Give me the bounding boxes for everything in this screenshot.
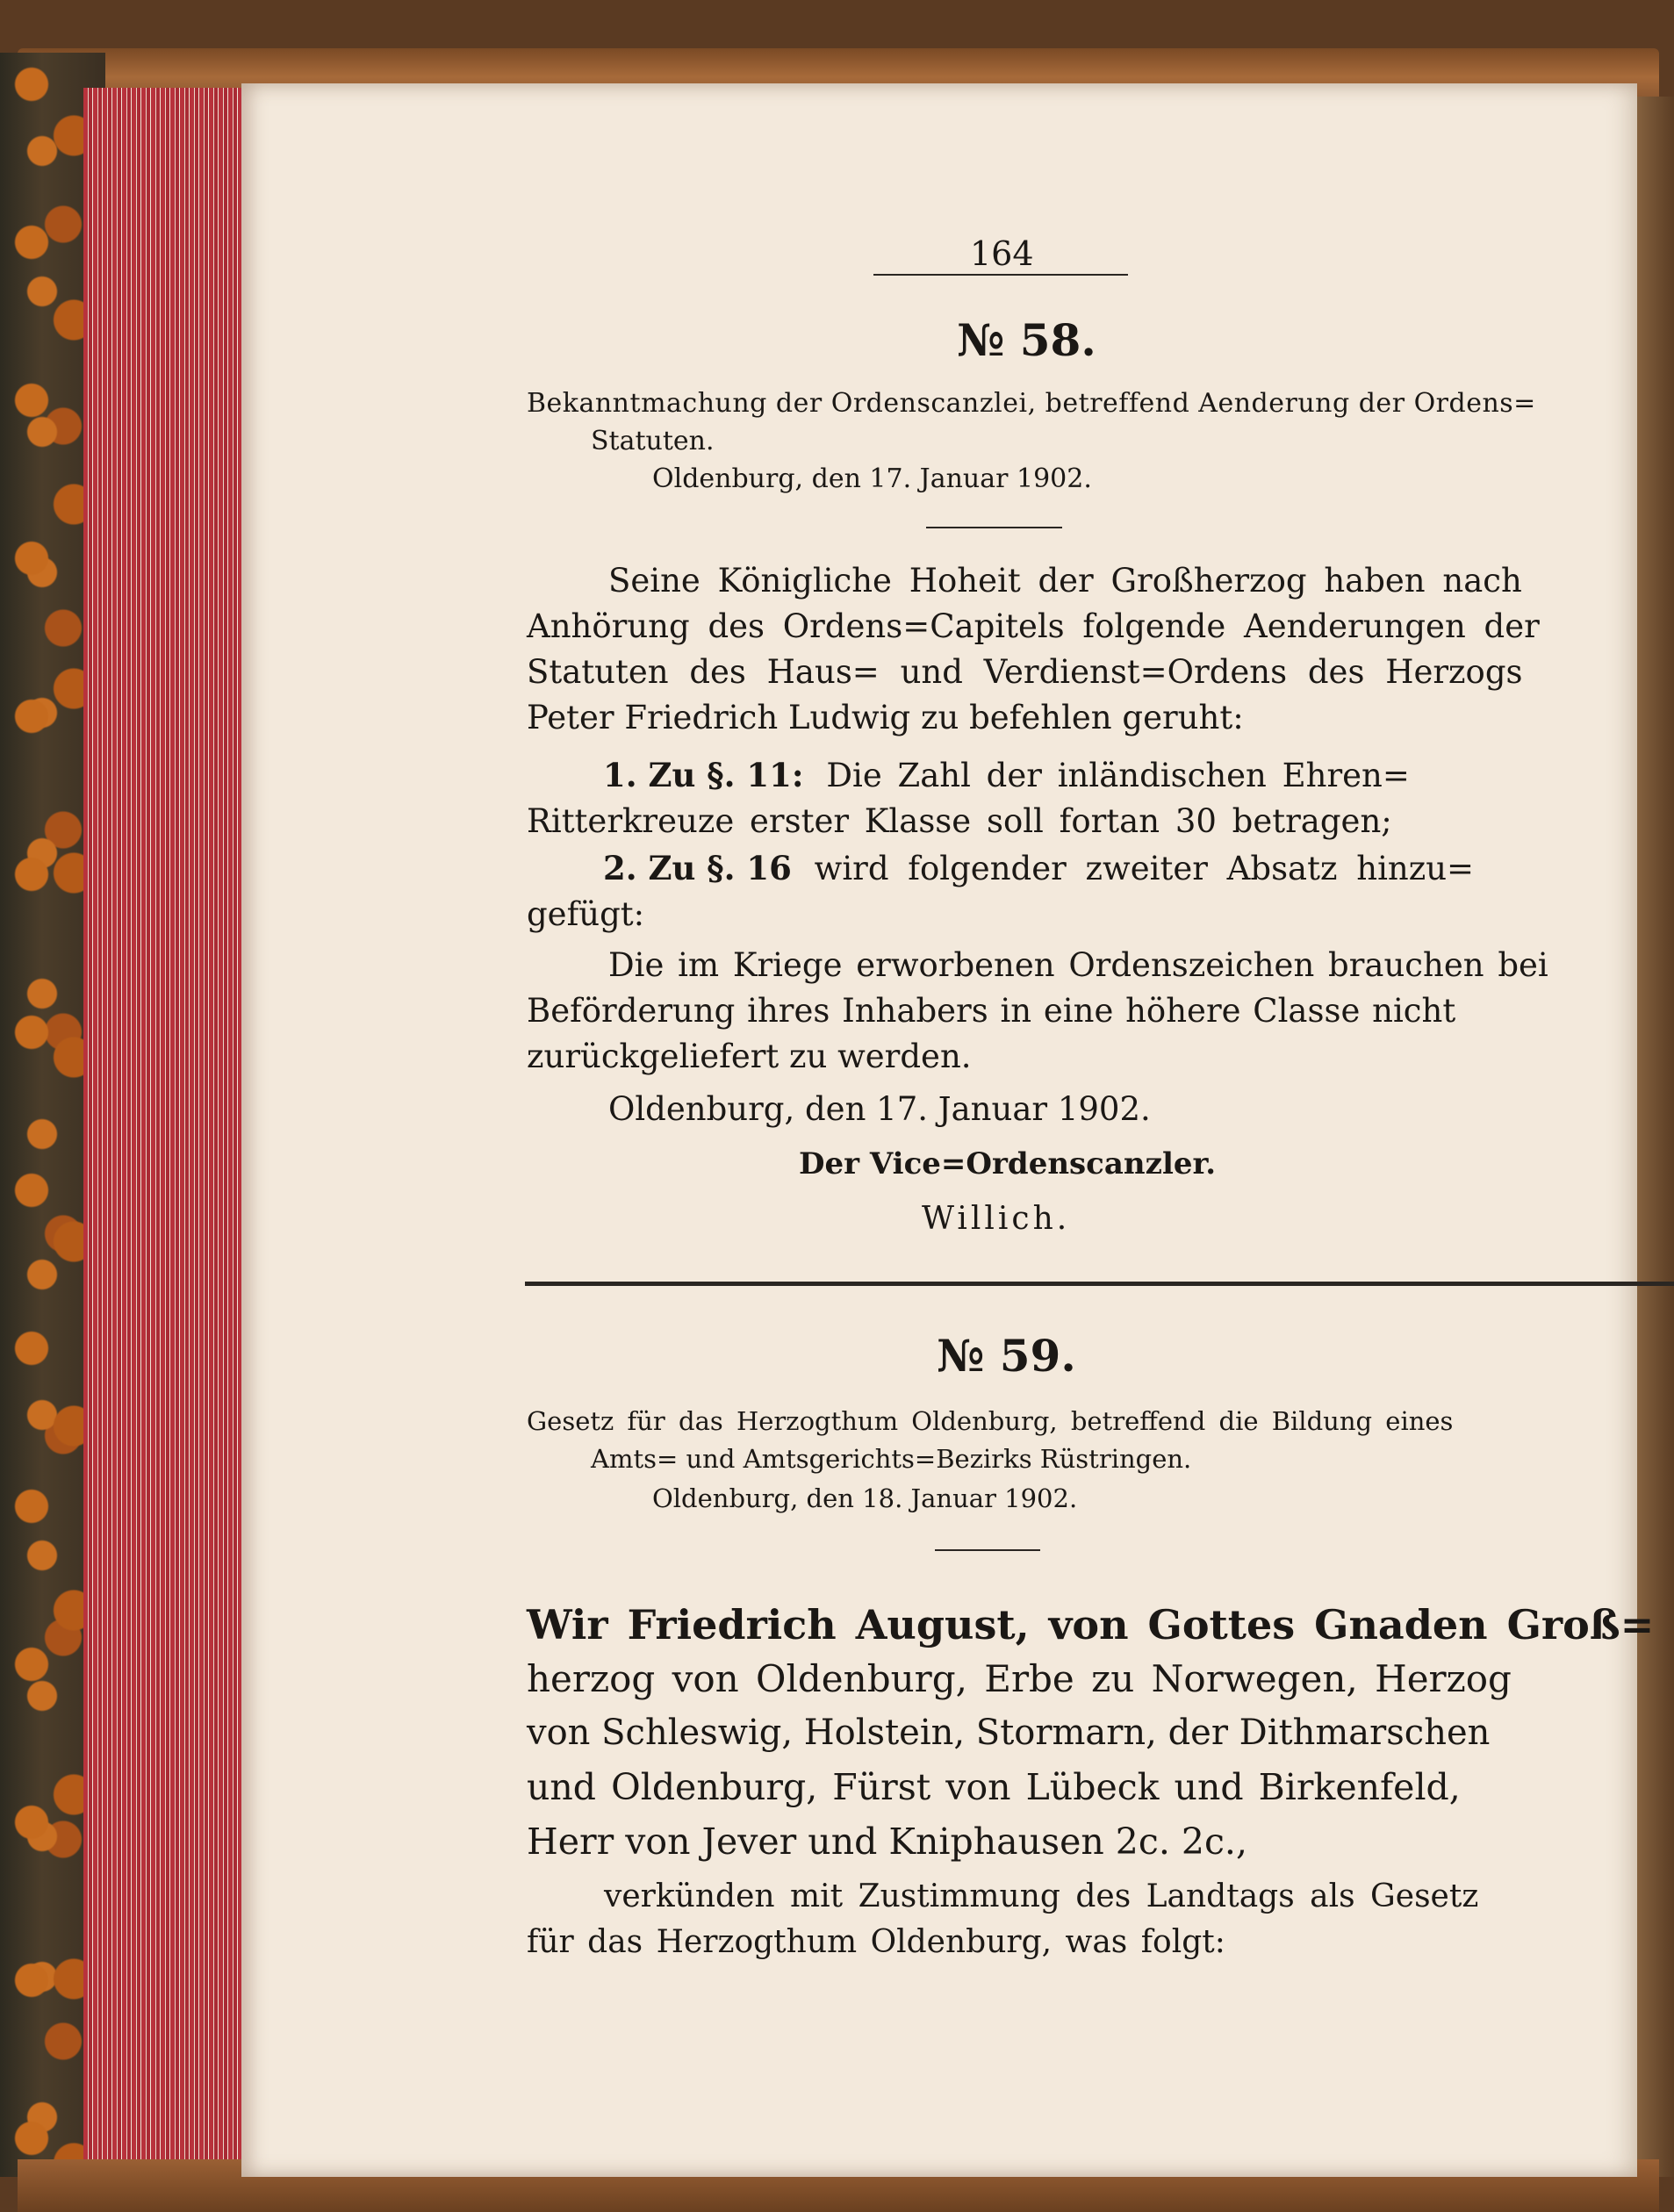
item1-label: 1. Zu §. 11:: [603, 756, 804, 794]
no59-preamble-line: herzog von Oldenburg, Erbe zu Norwegen, Herzog: [527, 1657, 1512, 1700]
no58-quote-line: zurückgeliefert zu werden.: [527, 1038, 972, 1075]
no59-preamble-line: Herr von Jever und Kniphausen 2c. 2c.,: [527, 1821, 1248, 1863]
no58-closing-date: Oldenburg, den 17. Januar 1902.: [608, 1090, 1151, 1128]
no59-preamble-line: Wir Friedrich August, von Gottes Gnaden Groß=: [527, 1601, 1655, 1648]
no58-date: Oldenburg, den 17. Januar 1902.: [652, 463, 1092, 494]
section-divider: [525, 1282, 1674, 1286]
no59-preamble-line: und Oldenburg, Fürst von Lübeck und Birkenfeld,: [527, 1766, 1461, 1808]
page-edges: [83, 88, 246, 2186]
page: [241, 83, 1655, 2177]
no59-title-line1: Gesetz für das Herzogthum Oldenburg, betreffend die Bildung eines: [527, 1406, 1454, 1436]
no59-date: Oldenburg, den 18. Januar 1902.: [652, 1483, 1078, 1513]
item2-label: 2. Zu §. 16: [603, 849, 792, 887]
no59-proclaim-line: verkünden mit Zustimmung des Landtags als Gesetz: [604, 1878, 1479, 1914]
section-number-58: № 58.: [957, 314, 1096, 366]
no59-title-line2: Amts= und Amtsgerichts=Bezirks Rüstringen.: [591, 1444, 1192, 1474]
no58-quote-line: Beförderung ihres Inhabers in eine höhere Classe nicht: [527, 992, 1456, 1030]
header-rule: [873, 274, 1128, 276]
no58-signer-name: Willich.: [922, 1201, 1071, 1237]
no58-item2-line2: gefügt:: [527, 895, 645, 933]
no58-item1-line2: Ritterkreuze erster Klasse soll fortan 30 betragen;: [527, 802, 1392, 840]
no58-intro-line: Anhörung des Ordens=Capitels folgende Aenderungen der: [527, 607, 1540, 645]
no59-proclaim-line: für das Herzogthum Oldenburg, was folgt:: [527, 1924, 1225, 1960]
no59-preamble-line: von Schleswig, Holstein, Stormarn, der Dithmarschen: [527, 1713, 1491, 1753]
no58-intro-line: Statuten des Haus= und Verdienst=Ordens des Herzogs: [527, 653, 1523, 691]
no58-intro-line: Seine Königliche Hoheit der Großherzog haben nach: [608, 562, 1522, 600]
no58-signer-title: Der Vice=Ordenscanzler.: [799, 1146, 1217, 1181]
no58-item2: [603, 849, 1475, 887]
no58-title-line2: Statuten.: [591, 426, 715, 456]
item2-text: wird folgender zweiter Absatz hinzu=: [814, 850, 1475, 887]
section-number-59: № 59.: [937, 1330, 1076, 1382]
no59-rule: [935, 1549, 1040, 1551]
no58-title-line1: Bekanntmachung der Ordenscanzlei, betreffend Aenderung der Ordens=: [527, 388, 1536, 419]
no58-rule: [926, 527, 1062, 528]
no58-item1: [603, 756, 1410, 794]
page-number: 164: [970, 234, 1034, 273]
no58-quote-line: Die im Kriege erworbenen Ordenszeichen brauchen bei: [608, 946, 1548, 984]
item1-text: Die Zahl der inländischen Ehren=: [826, 757, 1410, 794]
no58-intro-line: Peter Friedrich Ludwig zu befehlen geruht:: [527, 699, 1244, 736]
